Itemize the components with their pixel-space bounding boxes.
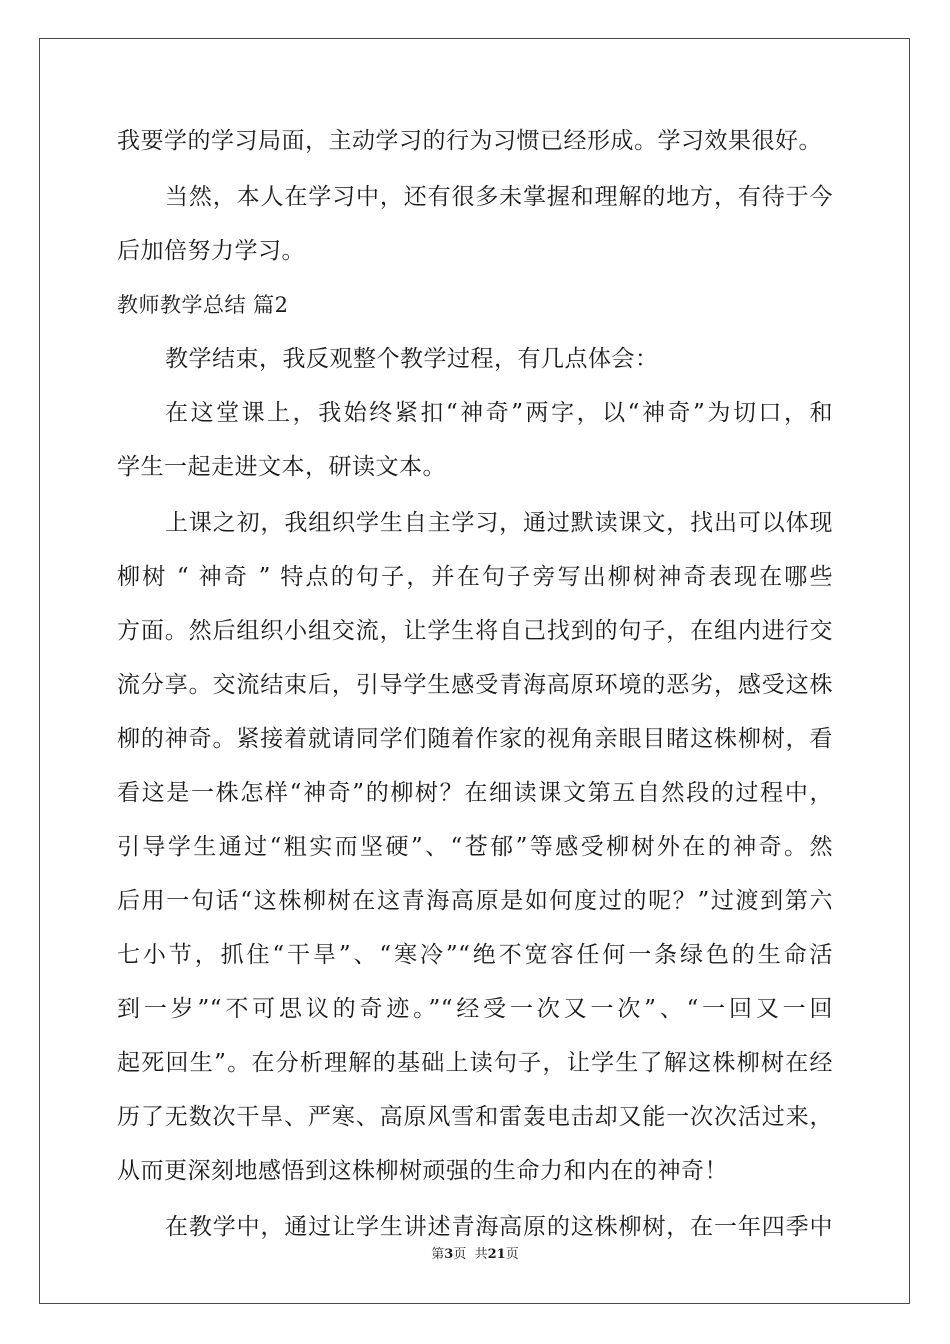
text-line: 历了无数次干旱、严寒、高原风雪和雷轰电击却又能一次次活过来， [117, 1104, 833, 1130]
text-line: 教学结束，我反观整个教学过程，有几点体会： [165, 346, 659, 372]
text-line: 流分享。交流结束后，引导学生感受青海高原环境的恶劣，感受这株 [117, 672, 833, 698]
text-line: 引导学生通过“粗实而坚硬”、“苍郁”等感受柳树外在的神奇。然 [117, 834, 833, 860]
footer-suffix: 页 [505, 1247, 519, 1262]
text-line: 后用一句话“这株柳树在这青海高原是如何度过的呢？”过渡到第六 [117, 888, 833, 914]
text-line: 学生一起走进文本，研读文本。 [117, 454, 446, 480]
footer-mid: 页 共 [453, 1247, 488, 1262]
text-line: 到一岁”“不可思议的奇迹。”“经受一次又一次”、“一回又一回 [117, 996, 833, 1022]
text-line: 七小节，抓住“干旱”、“寒冷”“绝不宽容任何一条绿色的生命活 [117, 942, 833, 968]
text-line: 看这是一株怎样“神奇”的柳树？在细读课文第五自然段的过程中， [117, 780, 833, 806]
text-line: 起死回生”。在分析理解的基础上读句子，让学生了解这株柳树在经 [117, 1050, 833, 1076]
text-line: 后加倍努力学习。 [117, 238, 305, 264]
text-line: 在教学中，通过让学生讲述青海高原的这株柳树，在一年四季中 [165, 1214, 833, 1240]
page-footer [0, 1246, 950, 1264]
text-line: 柳的神奇。紧接着就请同学们随着作家的视角亲眼目睹这株柳树，看 [117, 726, 833, 752]
text-line: 柳树 “ 神奇 ” 特点的句子，并在句子旁写出柳树神奇表现在哪些 [117, 564, 833, 590]
text-line: 我要学的学习局面，主动学习的行为习惯已经形成。学习效果很好。 [117, 128, 822, 154]
total-pages-number: 21 [487, 1247, 506, 1262]
footer-prefix: 第 [431, 1247, 445, 1262]
text-line: 上课之初，我组织学生自主学习，通过默读课文，找出可以体现 [165, 510, 833, 536]
current-page-number: 3 [444, 1247, 454, 1262]
text-line: 从而更深刻地感悟到这株柳树顽强的生命力和内在的神奇！ [117, 1158, 728, 1184]
text-line: 在这堂课上，我始终紧扣“神奇”两字，以“神奇”为切口，和 [165, 400, 833, 426]
text-line: 当然，本人在学习中，还有很多未掌握和理解的地方，有待于今 [165, 184, 833, 210]
section-heading: 教师教学总结 篇2 [117, 293, 289, 317]
text-line: 方面。然后组织小组交流，让学生将自己找到的句子，在组内进行交 [117, 618, 833, 644]
